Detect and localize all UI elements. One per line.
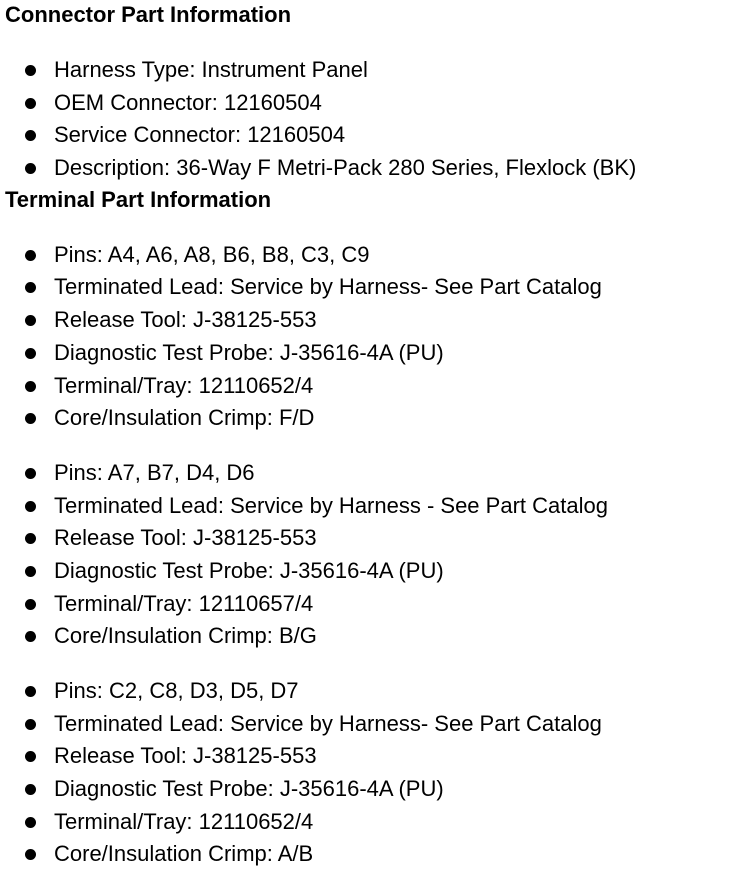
list-item-text: Terminated Lead: Service by Harness- See Part Catalog bbox=[54, 710, 602, 736]
list-item-text: Pins: C2, C8, D3, D5, D7 bbox=[54, 678, 299, 703]
list-item bbox=[0, 457, 736, 490]
terminal-group-1 bbox=[0, 239, 736, 435]
list-item-text: Release Tool: J-38125-553 bbox=[54, 743, 317, 769]
list-item bbox=[0, 304, 736, 337]
bullet-icon bbox=[25, 348, 36, 359]
bullet-icon bbox=[25, 282, 36, 293]
bullet-icon bbox=[25, 413, 36, 424]
bullet-icon bbox=[25, 533, 36, 544]
terminal-group-2 bbox=[0, 457, 736, 653]
list-item-text: Core/Insulation Crimp: B/G bbox=[54, 623, 317, 649]
bullet-icon bbox=[25, 315, 36, 326]
bullet-icon bbox=[25, 163, 36, 174]
bullet-icon bbox=[25, 719, 36, 730]
list-item bbox=[0, 838, 736, 871]
bullet-icon bbox=[25, 784, 36, 795]
list-item bbox=[0, 773, 736, 806]
bullet-icon bbox=[25, 566, 36, 577]
list-item bbox=[0, 806, 736, 839]
list-item-text: Diagnostic Test Probe: J-35616-4A (PU) bbox=[54, 776, 444, 802]
list-item bbox=[0, 620, 736, 653]
list-item-text: Core/Insulation Crimp: A/B bbox=[54, 841, 314, 867]
list-item-text: Release Tool: J-38125-553 bbox=[54, 525, 317, 551]
list-item-text: Diagnostic Test Probe: J-35616-4A (PU) bbox=[54, 557, 444, 583]
bullet-icon bbox=[25, 250, 36, 261]
list-item-text: Harness Type: Instrument Panel bbox=[54, 57, 368, 82]
list-item-text: Terminated Lead: Service by Harness - See Part Catalog bbox=[54, 492, 608, 518]
list-item bbox=[0, 402, 736, 435]
list-item-text: Pins: A4, A6, A8, B6, B8, C3, C9 bbox=[54, 241, 370, 267]
list-item bbox=[0, 239, 736, 272]
list-item bbox=[0, 87, 736, 120]
bullet-icon bbox=[25, 817, 36, 828]
bullet-icon bbox=[25, 468, 36, 479]
list-item-text: Terminated Lead: Service by Harness- See Part Catalog bbox=[54, 274, 602, 300]
list-item-text: Release Tool: J-38125-553 bbox=[54, 307, 317, 333]
list-item bbox=[0, 370, 736, 403]
list-item bbox=[0, 152, 736, 185]
bullet-icon bbox=[25, 751, 36, 762]
list-item bbox=[0, 740, 736, 773]
list-item-text: Description: 36-Way F Metri-Pack 280 Series, Flexlock (BK) bbox=[54, 155, 637, 181]
list-item bbox=[0, 337, 736, 370]
list-item-text: OEM Connector: 12160504 bbox=[54, 89, 322, 115]
bullet-icon bbox=[25, 849, 36, 860]
bullet-icon bbox=[25, 501, 36, 512]
list-item-text: Service Connector: 12160504 bbox=[54, 122, 346, 148]
connector-heading: Connector Part Information bbox=[5, 2, 292, 27]
list-item bbox=[0, 490, 736, 523]
list-item-text: Terminal/Tray: 12110657/4 bbox=[54, 590, 314, 616]
terminal-heading: Terminal Part Information bbox=[5, 186, 272, 212]
list-item bbox=[0, 54, 736, 87]
list-item bbox=[0, 555, 736, 588]
bullet-icon bbox=[25, 631, 36, 642]
bullet-icon bbox=[25, 130, 36, 141]
list-item-text: Terminal/Tray: 12110652/4 bbox=[54, 808, 314, 834]
list-item-text: Pins: A7, B7, D4, D6 bbox=[54, 459, 255, 485]
list-item-text: Core/Insulation Crimp: F/D bbox=[54, 405, 315, 431]
terminal-group-3 bbox=[0, 675, 736, 871]
bullet-icon bbox=[25, 686, 36, 697]
bullet-icon bbox=[25, 98, 36, 109]
bullet-icon bbox=[25, 599, 36, 610]
list-item bbox=[0, 522, 736, 555]
list-item-text: Diagnostic Test Probe: J-35616-4A (PU) bbox=[54, 339, 444, 365]
list-item bbox=[0, 708, 736, 741]
list-item bbox=[0, 588, 736, 621]
list-item-text: Terminal/Tray: 12110652/4 bbox=[54, 372, 314, 398]
list-item bbox=[0, 271, 736, 304]
list-item bbox=[0, 119, 736, 152]
connector-list bbox=[0, 54, 736, 185]
list-item bbox=[0, 675, 736, 708]
bullet-icon bbox=[25, 65, 36, 76]
bullet-icon bbox=[25, 381, 36, 392]
